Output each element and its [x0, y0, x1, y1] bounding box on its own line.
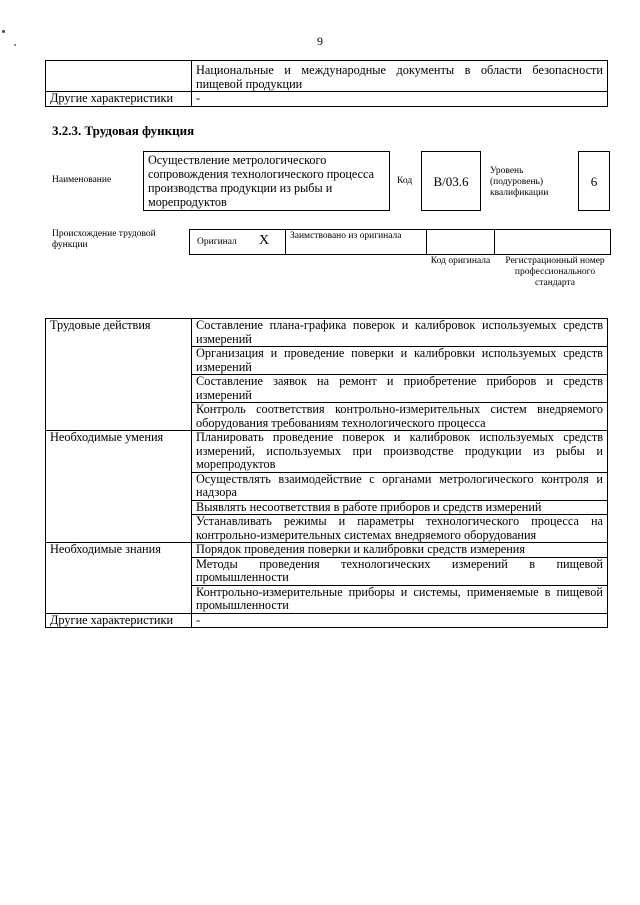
page-number: 9 — [317, 34, 323, 48]
table-cell: Устанавливать режимы и параметры технологического процесса на контрольно-измерительных системах внедряемого оборудования — [192, 515, 608, 543]
divider — [494, 229, 495, 255]
code-label: Код — [397, 176, 413, 186]
table-cell: Организация и проведение поверки и калибровки используемых средств измерений — [192, 347, 608, 375]
group-label: Необходимые знания — [46, 543, 192, 614]
top-table — [45, 60, 608, 107]
table-row — [46, 613, 608, 628]
table-row — [46, 319, 608, 347]
group-label: Трудовые действия — [46, 319, 192, 431]
table-row — [46, 431, 608, 473]
table-cell: Порядок проведения поверки и калибровки средств измерения — [192, 543, 608, 558]
empty-cell — [46, 61, 192, 92]
origin-label: Происхождение трудовой функции — [52, 229, 156, 250]
table-row — [46, 543, 608, 558]
other-label: Другие характеристики — [46, 92, 192, 107]
name-label: Наименование — [52, 175, 112, 185]
code-orig-caption: Код оригинала — [430, 256, 491, 266]
table-cell: Составление плана-графика поверок и калибровок используемых средств измерений — [192, 319, 608, 347]
group-label: Необходимые умения — [46, 431, 192, 543]
group-label: Другие характеристики — [46, 613, 192, 628]
reg-number-caption: Регистрационный номер профессионального стандарта — [505, 256, 605, 288]
divider — [426, 229, 427, 255]
labor-function-table — [45, 318, 608, 628]
level-value: 6 — [578, 151, 610, 211]
other-value: - — [192, 92, 608, 107]
docs-cell: Национальные и международные документы в области безопасности пищевой продукции — [192, 61, 608, 92]
name-value: Осуществление метрологического сопровождения технологического процесса производства продукции из рыбы и морепродуктов — [143, 151, 390, 211]
table-cell: Планировать проведение поверок и калибровок используемых средств измерений, используемых при производстве продукции из рыбы и морепродуктов — [192, 431, 608, 473]
original-mark: X — [259, 233, 270, 248]
table-cell: Осуществлять взаимодействие с органами метрологического контроля и надзора — [192, 472, 608, 500]
code-value: B/03.6 — [421, 151, 481, 211]
scan-dot — [2, 30, 5, 33]
table-cell: Контроль соответствия контрольно-измерительных систем внедряемого оборудования требованиям технологического процесса — [192, 403, 608, 431]
divider — [285, 229, 286, 255]
origin-row — [189, 229, 611, 255]
table-row — [46, 61, 608, 92]
table-cell: Контрольно-измерительные приборы и системы, применяемые в пищевой промышленности — [192, 585, 608, 613]
section-title: 3.2.3. Трудовая функция — [52, 123, 195, 138]
table-cell: - — [192, 613, 608, 628]
table-cell: Методы проведения технологических измерений в пищевой промышленности — [192, 557, 608, 585]
table-row — [46, 92, 608, 107]
original-label: Оригинал — [197, 237, 237, 247]
borrowed-label: Заимствовано из оригинала — [290, 231, 402, 241]
table-cell: Выявлять несоответствия в работе приборов и средств измерений — [192, 500, 608, 515]
level-label: Уровень (подуровень) квалификации — [490, 166, 549, 198]
table-cell: Составление заявок на ремонт и приобретение приборов и средств измерений — [192, 375, 608, 403]
